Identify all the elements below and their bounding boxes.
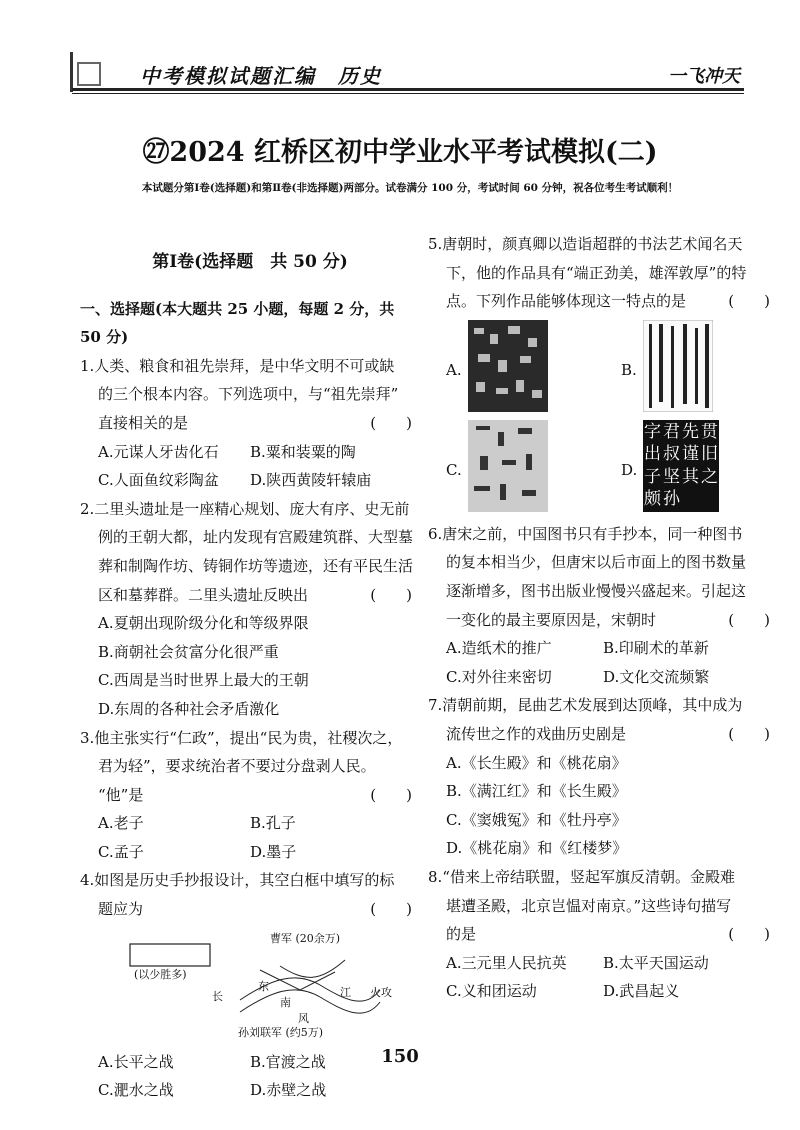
question-line: 7.清朝前期，昆曲艺术发展到达顶峰，其中成为 [428,696,743,715]
label-river: 江 [340,985,351,999]
blank-title-box [130,944,210,966]
option-a: A.元谋人牙齿化石 [98,442,219,461]
header-rule [72,88,744,91]
option-d: D.《桃花扇》和《红楼梦》 [446,839,628,858]
option-c: C.《窦娥冤》和《牡丹亭》 [446,810,627,829]
option-c: C.西周是当时世界上最大的王朝 [98,671,309,690]
question-line: 葬和制陶作坊、铸铜作坊等遗迹，还有平民生活 [98,556,414,575]
image-option-b [603,320,778,412]
option-b: B.商朝社会贫富分化很严重 [98,642,279,661]
question-line: 1.人类、粮食和祖先崇拜，是中华文明不可或缺 [80,356,395,375]
answer-paren: ( ) [728,292,770,311]
option-b: B.孔子 [250,814,296,833]
question-line: 题应为 ( ) [80,895,420,924]
calligraphy-image-d: 字 君 先 贯 出 叔 谨 旧 子 坚 其 之 颇 孙 [643,420,719,512]
image-label-a: A. [446,360,462,379]
question-7 [428,691,778,863]
option-a: A.《长生殿》和《桃花扇》 [446,753,627,772]
section-title: 第Ⅰ卷(选择题 共 50 分) [152,252,348,272]
answer-paren: ( ) [728,724,770,743]
option-d: D.陕西黄陵轩辕庙 [250,471,372,490]
image-option-d [603,420,778,512]
label-feng: 风 [298,1011,309,1025]
answer-paren: ( ) [370,585,412,604]
question-line: 6.唐宋之前，中国图书只有手抄本，同一种图书 [428,524,743,543]
option-row [428,977,778,1006]
option-b: B.粟和装粟的陶 [250,442,356,461]
image-option-a [428,320,603,412]
label-dong: 东 [258,979,269,993]
option-a: A.造纸术的推广 [446,639,552,658]
header-title: 中考模拟试题汇编 历史 [140,64,382,88]
question-line: “他”是 ( ) [80,781,420,810]
option-d: D.武昌起义 [603,982,680,1001]
header-decoration [70,52,103,92]
question-8 [428,863,778,1006]
question-line: 3.他主张实行“仁政”，提出“民为贵，社稷次之， [80,728,403,747]
option-row [80,1076,420,1105]
question-line: 2.二里头遗址是一座精心规划、庞大有序、史无前 [80,499,410,518]
header-brand: 一飞冲天 [668,66,740,87]
question-line: 君为轻”，要求统治者不要过分盘剥人民。 [98,757,376,776]
option-c: C.淝水之战 [98,1081,174,1100]
page-number: 150 [381,1046,419,1067]
right-column [428,230,778,1006]
option-d: D.墨子 [250,842,297,861]
answer-paren: ( ) [728,610,770,629]
question-3 [80,724,420,867]
option-c: C.对外往来密切 [446,667,552,686]
calligraphy-image-a [468,320,548,412]
option-a: A.三元里人民抗英 [446,953,567,972]
option-a: A.夏朝出现阶级分化和等级界限 [98,614,309,633]
calligraphy-image-b [643,320,713,412]
option-c: C.义和团运动 [446,982,537,1001]
image-label-d: D. [621,460,638,479]
image-row [428,320,778,412]
question-line: 流传世之作的戏曲历史剧是 ( ) [428,720,778,749]
question-line: 的复本相当少，但唐宋以后市面上的图书数量 [446,553,747,572]
option-row [80,838,420,867]
option-row [428,663,778,692]
image-row [428,420,778,512]
label-fire: 火攻 [370,985,392,999]
option-a: A.长平之战 [98,1052,174,1071]
option-d: D.东周的各种社会矛盾激化 [98,699,280,718]
option-row [80,809,420,838]
option-b: B.官渡之战 [250,1052,326,1071]
answer-paren: ( ) [370,900,412,919]
arrow-path [280,960,345,977]
option-d: D.赤壁之战 [250,1081,327,1100]
question-line: 5.唐朝时，颜真卿以造诣超群的书法艺术闻名天 [428,235,743,253]
calligraphy-image-c [468,420,548,512]
answer-paren: ( ) [728,925,770,944]
option-c: C.孟子 [98,842,144,861]
question-5 [428,230,778,512]
box-label: (以少胜多) [134,967,187,981]
question-line: 区和墓葬群。二里头遗址反映出 ( ) [80,581,420,610]
label-left: 长 [212,989,223,1003]
option-row [80,438,420,467]
question-line: 下，他的作品具有“端正劲美，雄浑敦厚”的特 [446,263,747,282]
option-row [80,466,420,495]
question-4 [80,866,420,1104]
question-1 [80,352,420,495]
question-line: 例的王朝大都，址内发现有宫殿建筑群、大型墓 [98,528,414,547]
exam-intro: 本试题分第Ⅰ卷(选择题)和第Ⅱ卷(非选择题)两部分。试卷满分 100 分，考试时间 60 分钟，祝各位考生考试顺利！ [141,182,679,194]
header-rule-thin [72,93,744,94]
question-line: 4.如图是历史手抄报设计，其空白框中填写的标 [80,871,395,890]
question-line: 点。下列作品能够体现这一特点的是 ( ) [428,287,778,316]
army-bottom-label: 孙刘联军 (约5万) [238,1025,324,1039]
image-option-c [428,420,603,512]
exam-title: ㉗2024 红桥区初中学业水平考试模拟(二) [142,137,658,168]
left-column [80,248,420,1105]
option-b: B.太平天国运动 [603,953,709,972]
question-line: 的三个根本内容。下列选项中，与“祖先崇拜” [98,385,399,404]
option-a: A.老子 [98,814,144,833]
option-b: B.印刷术的革新 [603,639,709,658]
answer-paren: ( ) [370,413,412,432]
army-top-label: 曹军 (20余万) [270,931,341,945]
option-d: D.文化交流频繁 [603,667,710,686]
answer-paren: ( ) [370,785,412,804]
question-line: 直接相关的是 ( ) [80,409,420,438]
option-b: B.《满江红》和《长生殿》 [446,782,627,801]
question-line: 8.“借来上帝结联盟，竖起军旗反清朝。金殿难 [428,867,735,886]
question-2 [80,495,420,724]
option-row [428,949,778,978]
option-row [428,634,778,663]
question-line: 堪遭圣殿，北京岂愠对南京。”这些诗句描写 [446,896,732,915]
image-label-b: B. [621,360,637,379]
question-line: 逐渐增多，图书出版业慢慢兴盛起来。引起这 [446,581,747,600]
question-line: 的是 ( ) [428,920,778,949]
section-heading: 一、选择题(本大题共 25 小题，每题 2 分，共 50 分) [80,299,395,347]
question-line: 一变化的最主要原因是，宋朝时 ( ) [428,606,778,635]
battle-diagram [120,930,400,1040]
question-6 [428,520,778,692]
label-nan: 南 [280,995,291,1009]
option-c: C.人面鱼纹彩陶盆 [98,471,219,490]
image-label-c: C. [446,460,462,479]
